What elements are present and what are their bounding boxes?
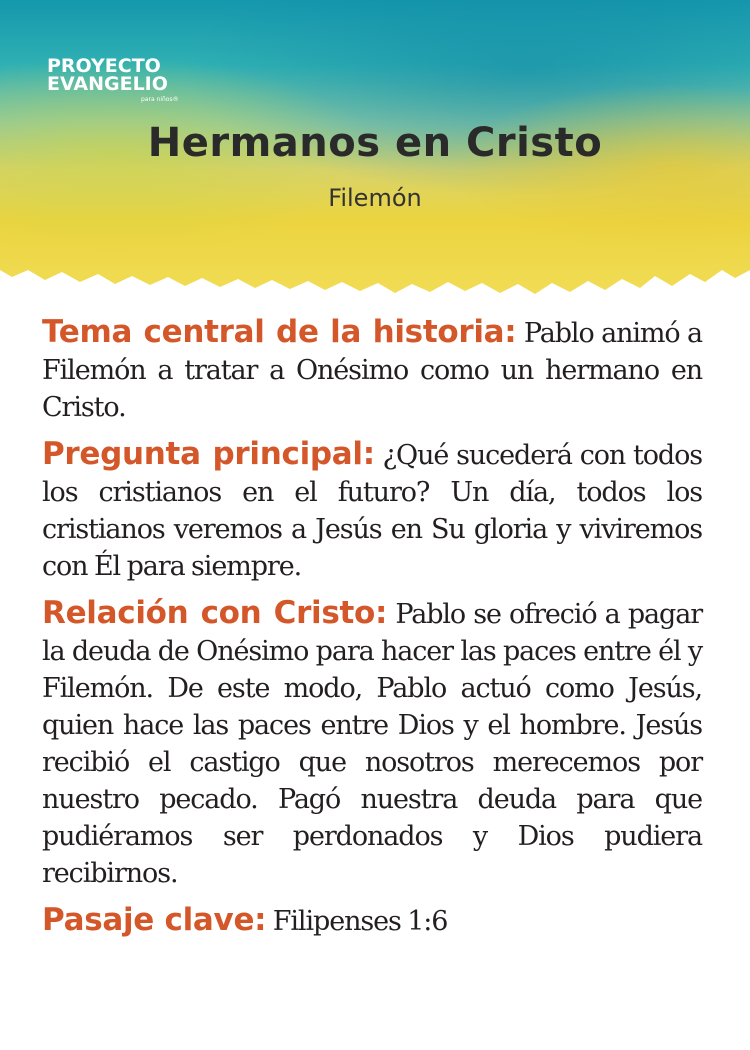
section-heading: Tema central de la historia:: [42, 314, 517, 350]
lesson-title: Hermanos en Cristo: [147, 120, 603, 166]
section-main-question: [42, 436, 702, 585]
section-heading: Pasaje clave:: [42, 902, 267, 938]
logo-line-3: para niños®: [141, 96, 179, 103]
logo-line-2: EVANGELIO: [47, 73, 168, 95]
lesson-subtitle: Filemón: [328, 184, 422, 212]
section-text: Pablo se ofreció a pagar la deuda de Onésimo para hacer las paces entre él y Filemón. De este modo, Pablo actuó como Jesús, quien hace las paces entre Dios y el hombre. Jesús recibió el castigo que nosotros merecemos por nuestro pecado. Pagó nuestra deuda para que pudiéramos ser perdonados y Dios pudiera recibirnos.: [42, 599, 703, 889]
section-text: Filipenses 1:6: [272, 906, 448, 937]
proyecto-evangelio-logo: [47, 55, 207, 105]
section-text: ¿Qué sucederá con todos los cristianos en el futuro? Un día, todos los cristianos veremos a Jesús en Su gloria y viviremos con Él para siempre.: [42, 440, 702, 582]
section-text: Pablo animó a Filemón a tratar a Onésimo como un hermano en Cristo.: [42, 318, 703, 423]
section-key-passage: [42, 902, 702, 940]
section-heading: Pregunta principal:: [42, 436, 375, 472]
lesson-body: [42, 314, 702, 950]
section-central-theme: [42, 314, 702, 426]
logo-line-1: PROYECTO: [47, 55, 161, 77]
section-heading: Relación con Cristo:: [42, 595, 388, 631]
section-christ-connection: [42, 595, 702, 892]
